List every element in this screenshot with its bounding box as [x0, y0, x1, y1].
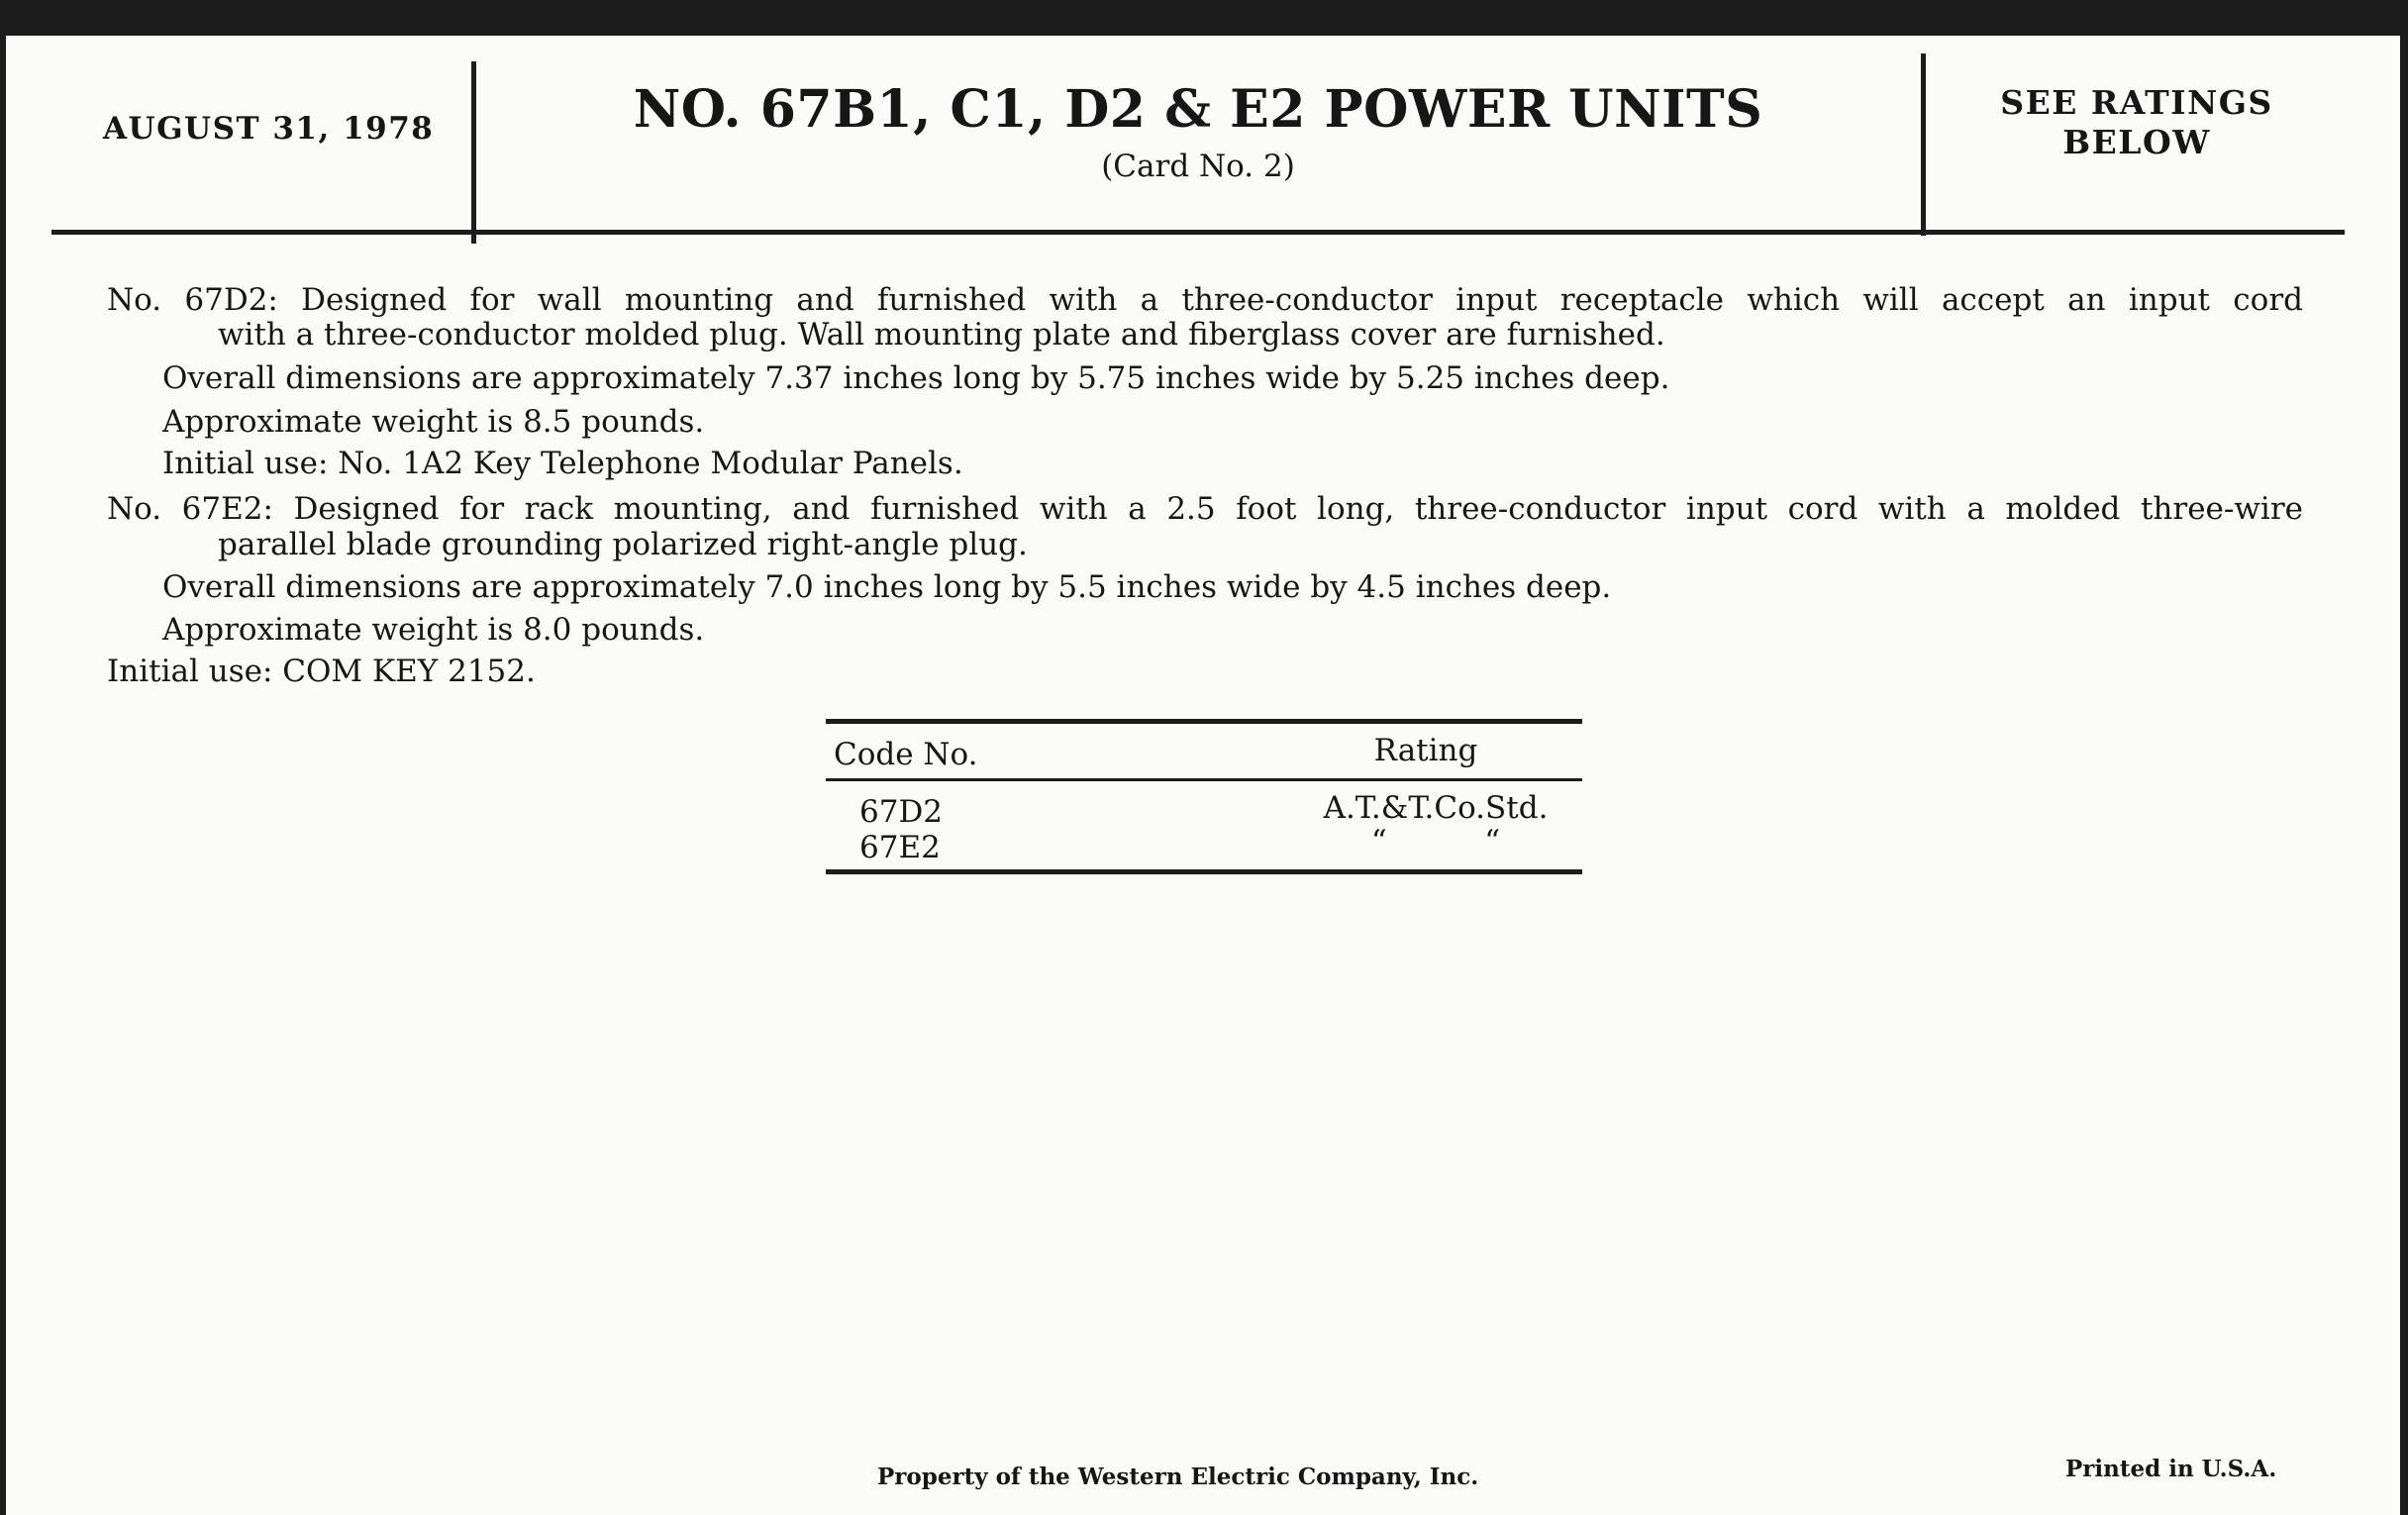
ratings-note	[1925, 83, 2349, 162]
document-card	[6, 36, 2400, 1515]
footer-property: Property of the Western Electric Company, Inc.	[877, 1464, 1479, 1490]
table-header-code: Code No.	[834, 737, 978, 772]
ratings-note-line1: SEE RATINGS	[2000, 83, 2273, 122]
d2-dimensions: Overall dimensions are approximately 7.37 inches long by 5.75 inches wide by 5.25 inches deep.	[162, 360, 1670, 396]
card-number: (Card No. 2)	[1101, 149, 1295, 184]
e2-description-line1: No. 67E2: Designed for rack mounting, and furnished with a 2.5 foot long, three-conductor input cord with a molded three-wire	[107, 491, 2303, 527]
table-bottom-rule	[826, 869, 1582, 874]
table-cell-code: 67D2	[859, 794, 944, 830]
d2-description-line2: with a three-conductor molded plug. Wall mounting plate and fiberglass cover are furnished.	[218, 317, 1665, 353]
d2-description-line1: No. 67D2: Designed for wall mounting and furnished with a three-conductor input receptacle which will accept an input cord	[107, 282, 2303, 318]
e2-weight: Approximate weight is 8.0 pounds.	[162, 612, 705, 648]
d2-weight: Approximate weight is 8.5 pounds.	[162, 404, 705, 440]
ratings-note-line2: BELOW	[2062, 123, 2211, 161]
table-cell-rating: “ “	[1370, 824, 1501, 859]
table-header-rating: Rating	[1373, 733, 1478, 768]
document-title: NO. 67B1, C1, D2 & E2 POWER UNITS	[633, 79, 1763, 140]
footer-printed: Printed in U.S.A.	[2065, 1456, 2277, 1482]
e2-initial-use: Initial use: COM KEY 2152.	[107, 654, 536, 689]
table-cell-code: 67E2	[859, 830, 941, 865]
header-rule	[51, 230, 2345, 235]
table-header-rule	[826, 778, 1582, 781]
d2-initial-use: Initial use: No. 1A2 Key Telephone Modular Panels.	[162, 446, 963, 481]
table-cell-rating: A.T.&T.Co.Std.	[1323, 790, 1549, 826]
document-date: AUGUST 31, 1978	[103, 111, 435, 147]
e2-description-line2: parallel blade grounding polarized right-angle plug.	[218, 527, 1028, 562]
table-top-rule	[826, 719, 1582, 724]
e2-dimensions: Overall dimensions are approximately 7.0 inches long by 5.5 inches wide by 4.5 inches deep.	[162, 569, 1612, 605]
